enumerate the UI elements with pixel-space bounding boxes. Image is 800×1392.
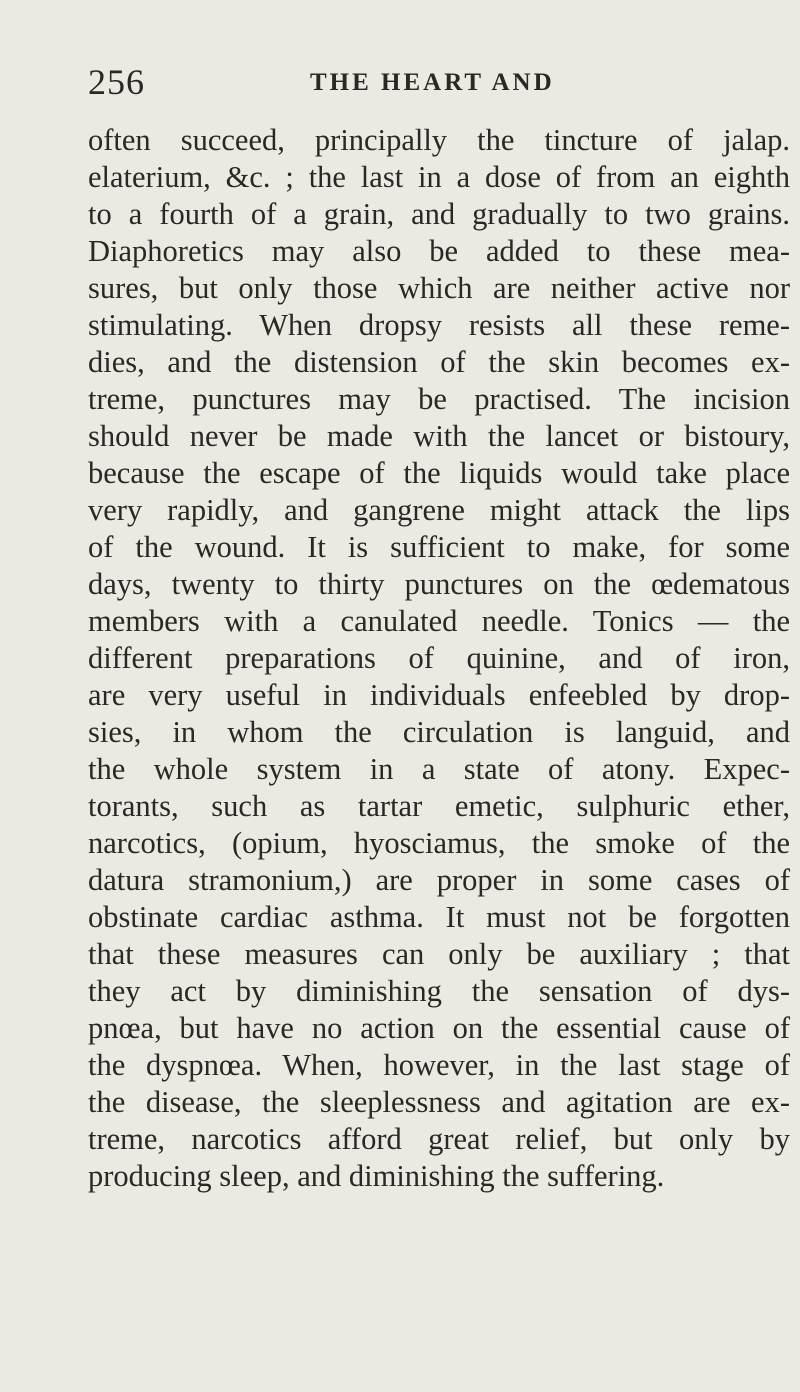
text-line: elaterium, &c. ; the last in a dose of from an eighth (88, 160, 790, 194)
text-line: to a fourth of a grain, and gradually to two grains. (88, 197, 790, 231)
running-head (88, 62, 788, 112)
text-line: because the escape of the liquids would take place (88, 456, 790, 490)
text-line: the dyspnœa. When, however, in the last stage of (88, 1048, 790, 1082)
text-line: are very useful in individuals enfeebled by drop- (88, 678, 790, 712)
text-line: Diaphoretics may also be added to these mea- (88, 234, 790, 268)
page-number: 256 (88, 62, 145, 102)
text-line: torants, such as tartar emetic, sulphuric ether, (88, 789, 790, 823)
text-line: should never be made with the lancet or bistoury, (88, 419, 790, 453)
text-line: treme, punctures may be practised. The incision (88, 382, 790, 416)
text-line: different preparations of quinine, and of iron, (88, 641, 790, 675)
text-line: of the wound. It is sufficient to make, for some (88, 530, 790, 564)
text-line: pnœa, but have no action on the essential cause of (88, 1011, 790, 1045)
text-line: days, twenty to thirty punctures on the œdematous (88, 567, 790, 601)
text-line: obstinate cardiac asthma. It must not be forgotten (88, 900, 790, 934)
text-line: the disease, the sleeplessness and agitation are ex- (88, 1085, 790, 1119)
running-title: THE HEART AND (310, 69, 555, 96)
text-line: the whole system in a state of atony. Expec- (88, 752, 790, 786)
text-line: stimulating. When dropsy resists all these reme- (88, 308, 790, 342)
text-line: narcotics, (opium, hyosciamus, the smoke of the (88, 826, 790, 860)
text-line: treme, narcotics afford great relief, but only by (88, 1122, 790, 1156)
text-line: that these measures can only be auxiliary ; that (88, 937, 790, 971)
text-line: often succeed, principally the tincture of jalap. (88, 123, 790, 157)
text-line: producing sleep, and diminishing the suffering. (88, 1159, 665, 1193)
text-line: sures, but only those which are neither active nor (88, 271, 790, 305)
text-line: datura stramonium,) are proper in some cases of (88, 863, 790, 897)
text-line: sies, in whom the circulation is languid, and (88, 715, 790, 749)
text-line: they act by diminishing the sensation of dys- (88, 974, 790, 1008)
text-line: very rapidly, and gangrene might attack the lips (88, 493, 790, 527)
text-line: dies, and the distension of the skin becomes ex- (88, 345, 790, 379)
text-line: members with a canulated needle. Tonics — the (88, 604, 790, 638)
